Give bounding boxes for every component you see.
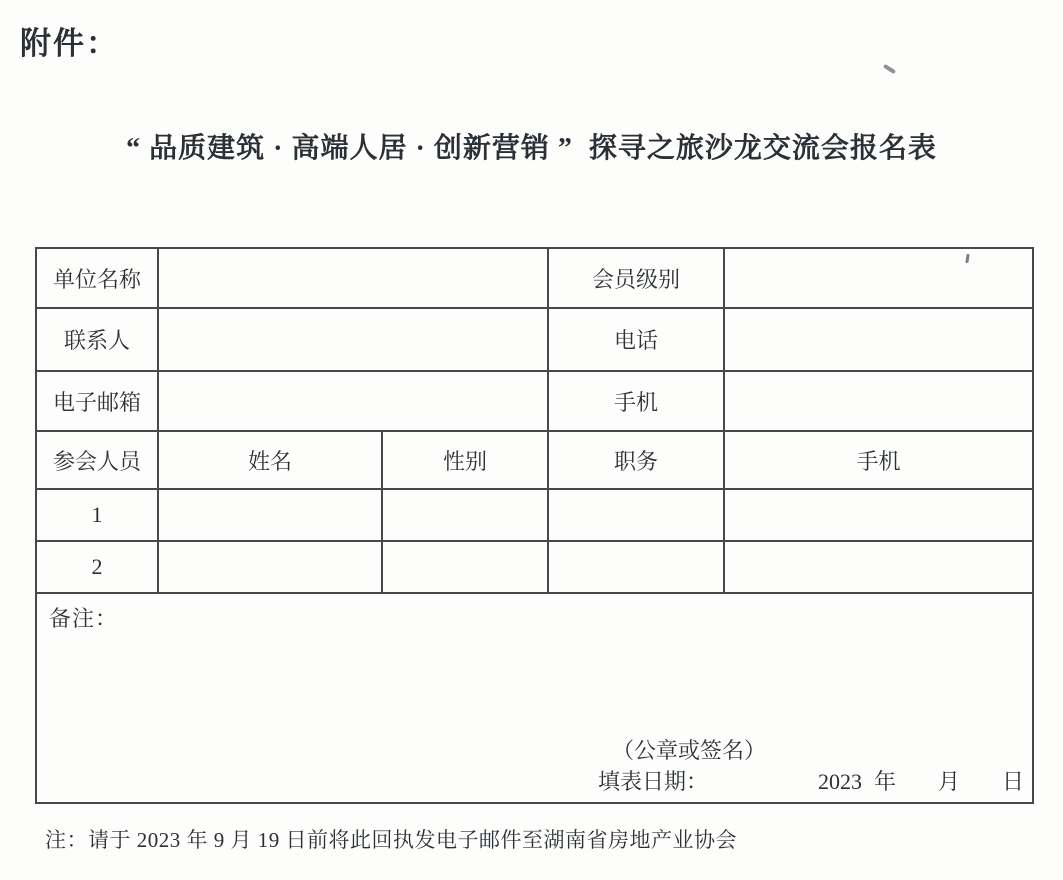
scan-artifact <box>883 64 896 74</box>
unit-name-value-cell <box>158 248 548 308</box>
fill-date-label: 填表日期： <box>597 769 708 794</box>
mobile-value-cell <box>724 371 1033 431</box>
participant-2-gender-cell <box>382 541 548 593</box>
gender-header-cell: 性别 <box>382 431 548 489</box>
table-row <box>36 248 1033 308</box>
participant-2-name-cell <box>158 541 382 593</box>
participant-2-position-cell <box>548 541 724 593</box>
participant-1-mobile-cell <box>724 489 1033 541</box>
seal-or-signature-hint: （公章或签名） <box>612 738 767 763</box>
fill-date-month-unit: 月 <box>937 769 960 794</box>
contact-label-cell: 联系人 <box>36 308 158 371</box>
member-level-value-cell <box>724 248 1033 308</box>
member-level-label-cell: 会员级别 <box>548 248 724 308</box>
form-title: “ 品质建筑 · 高端人居 · 创新营销 ” 探寻之旅沙龙交流会报名表 <box>126 133 937 164</box>
remarks-label: 备注： <box>49 606 119 631</box>
fill-date-day-unit: 日 <box>1001 769 1024 794</box>
participant-1-position-cell <box>548 489 724 541</box>
participant-2-mobile-cell <box>724 541 1033 593</box>
position-header-cell: 职务 <box>548 431 724 489</box>
participant-1-gender-cell <box>382 489 548 541</box>
participant-1-index-cell: 1 <box>36 489 158 541</box>
mobile-header-cell: 手机 <box>724 431 1033 489</box>
participant-row <box>36 541 1033 593</box>
phone-label-cell: 电话 <box>548 308 724 371</box>
participant-2-index-cell: 2 <box>36 541 158 593</box>
participants-label-cell: 参会人员 <box>36 431 158 489</box>
contact-value-cell <box>158 308 548 371</box>
unit-name-label-cell: 单位名称 <box>36 248 158 308</box>
participants-header-row <box>36 431 1033 489</box>
table-row <box>36 308 1033 371</box>
registration-table <box>35 247 1034 804</box>
remarks-cell <box>36 593 1033 803</box>
mobile-label-cell: 手机 <box>548 371 724 431</box>
participant-1-name-cell <box>158 489 382 541</box>
email-value-cell <box>158 371 548 431</box>
fill-date-year: 2023 <box>817 769 862 794</box>
fill-date-line <box>598 765 1024 796</box>
participant-row <box>36 489 1033 541</box>
email-label-cell: 电子邮箱 <box>36 371 158 431</box>
table-row <box>36 371 1033 431</box>
attachment-label: 附件： <box>20 26 119 61</box>
fill-date-year-unit: 年 <box>873 769 896 794</box>
submission-note: 注：请于 2023 年 9 月 19 日前将此回执发电子邮件至湖南省房地产业协会 <box>45 828 737 852</box>
name-header-cell: 姓名 <box>158 431 382 489</box>
remarks-row <box>36 593 1033 803</box>
phone-value-cell <box>724 308 1033 371</box>
